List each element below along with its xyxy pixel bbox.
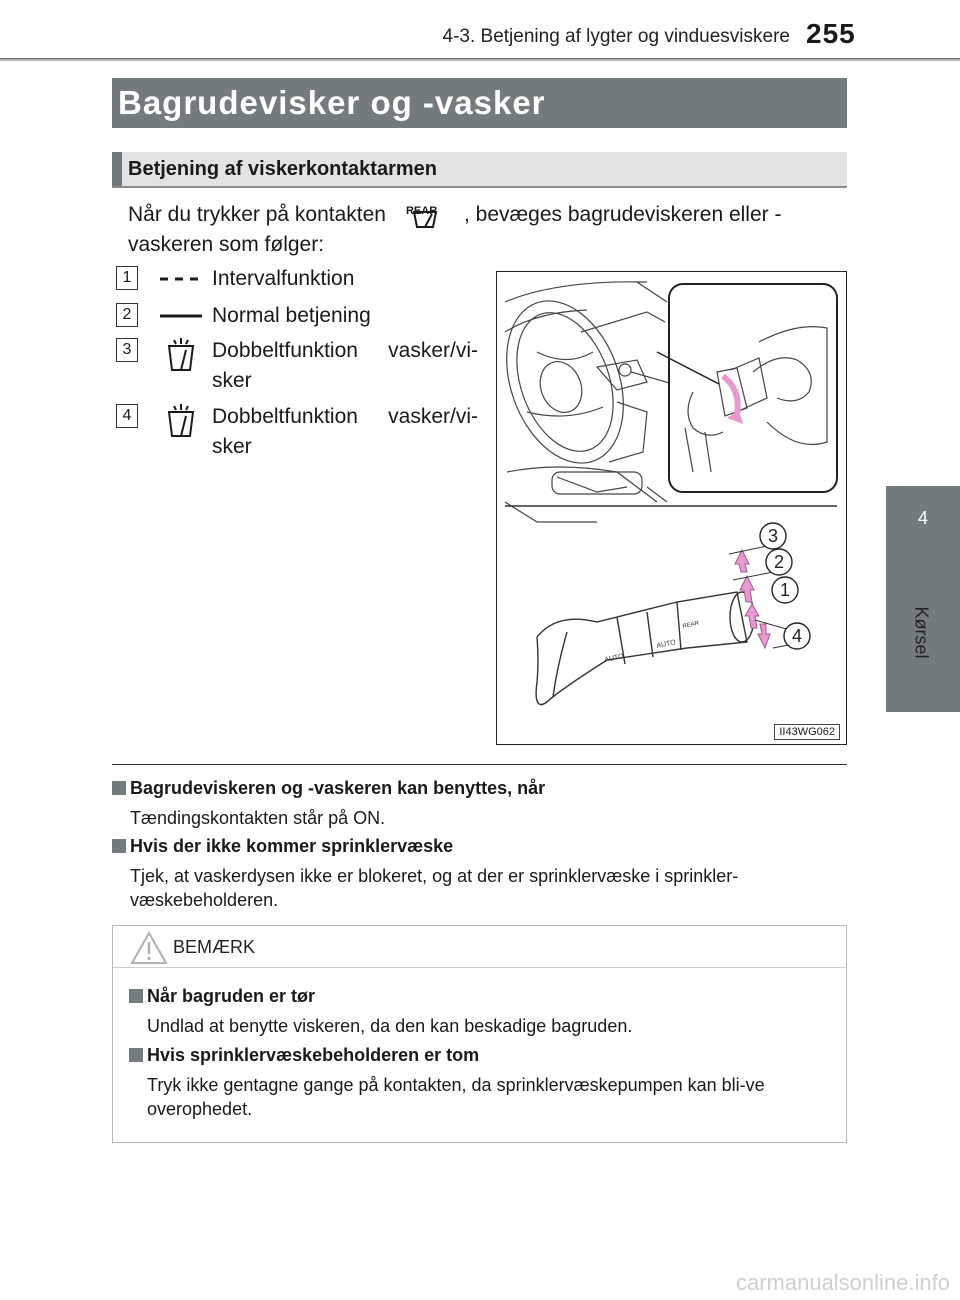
lever-label-rear: REAR (682, 620, 700, 630)
function-text: Intervalfunktion (212, 267, 355, 290)
warning-label: BEMÆRK (173, 937, 256, 957)
subheading (112, 152, 847, 188)
function-number: 1 (116, 266, 138, 290)
warning-item (129, 986, 839, 1042)
page-number: 255 (806, 18, 856, 49)
lever-label-auto: AUTO (603, 653, 625, 664)
square-bullet-icon (112, 781, 126, 795)
function-text: Normal betjening (212, 304, 371, 327)
callout-2: 2 (773, 552, 785, 572)
washer-icon (156, 402, 206, 432)
square-bullet-icon (129, 989, 143, 1003)
warning-header (113, 926, 846, 968)
solid-line-icon (156, 301, 206, 331)
intro-text-before: Når du trykker på kontakten (128, 203, 386, 226)
rear-wiper-icon (406, 200, 446, 230)
subheading-bar (112, 152, 122, 186)
chapter-number: 4 (917, 508, 928, 528)
note-heading: Hvis der ikke kommer sprinklervæske (130, 836, 454, 856)
section-title: 4-3. Betjening af lygter og vinduesviskere (442, 26, 790, 47)
note-body: Tændingskontakten står på ON. (130, 808, 386, 828)
warning-item-heading: Når bagruden er tør (147, 986, 316, 1006)
page-title-banner (112, 78, 847, 128)
warning-item-heading: Hvis sprinklervæskebeholderen er tom (147, 1045, 480, 1065)
rear-icon-label: REAR (405, 205, 438, 217)
warning-item-body: Tryk ikke gentagne gange på kontakten, da sprinklervæskepumpen kan bli-ve overophedet. (147, 1075, 765, 1119)
note-section (112, 778, 847, 834)
chapter-name: Kørsel (911, 606, 932, 659)
header-rule-line (0, 58, 960, 59)
function-item (116, 402, 476, 466)
function-number: 4 (116, 404, 138, 428)
subheading-text: Betjening af viskerkontaktarmen (128, 158, 437, 180)
square-bullet-icon (112, 839, 126, 853)
square-bullet-icon (129, 1048, 143, 1062)
dashed-line-icon (156, 264, 206, 294)
watermark: carmanualsonline.info (735, 1270, 950, 1295)
callout-4: 4 (791, 626, 803, 646)
function-item (116, 264, 476, 296)
note-section (112, 836, 847, 916)
function-item (116, 336, 476, 400)
wiper-lever-illustration (496, 271, 847, 745)
section-divider (112, 764, 847, 765)
function-item (116, 301, 476, 333)
warning-item-body: Undlad at benytte viskeren, da den kan beskadige bagruden. (147, 1016, 633, 1036)
function-text: Dobbeltfunktion vasker/vi-sker (212, 405, 478, 458)
illustration-code: II43WG062 (774, 724, 840, 740)
warning-box (112, 925, 847, 1143)
warning-triangle-icon (129, 930, 169, 966)
intro-paragraph (128, 200, 848, 260)
illustration-drawing (497, 272, 846, 744)
page-title: Bagrudevisker og -vasker (118, 84, 546, 121)
warning-item (129, 1045, 839, 1135)
lever-label-auto: AUTO (655, 639, 677, 650)
function-number: 2 (116, 303, 138, 327)
note-heading: Bagrudeviskeren og -vaskeren kan benyttes, når (130, 778, 546, 798)
function-text: Dobbeltfunktion vasker/vi-sker (212, 339, 478, 392)
chapter-label (884, 600, 954, 670)
intro-text-line2: vaskeren som følger: (128, 233, 325, 256)
function-number: 3 (116, 338, 138, 362)
callout-1: 1 (779, 580, 791, 600)
washer-icon (156, 336, 206, 366)
intro-text-after: , bevæges bagrudeviskeren eller - (463, 203, 782, 226)
note-body: Tjek, at vaskerdysen ikke er blokeret, og at der er sprinklervæske i sprinkler-væskebeholderen. (130, 866, 739, 910)
callout-3: 3 (767, 526, 779, 546)
